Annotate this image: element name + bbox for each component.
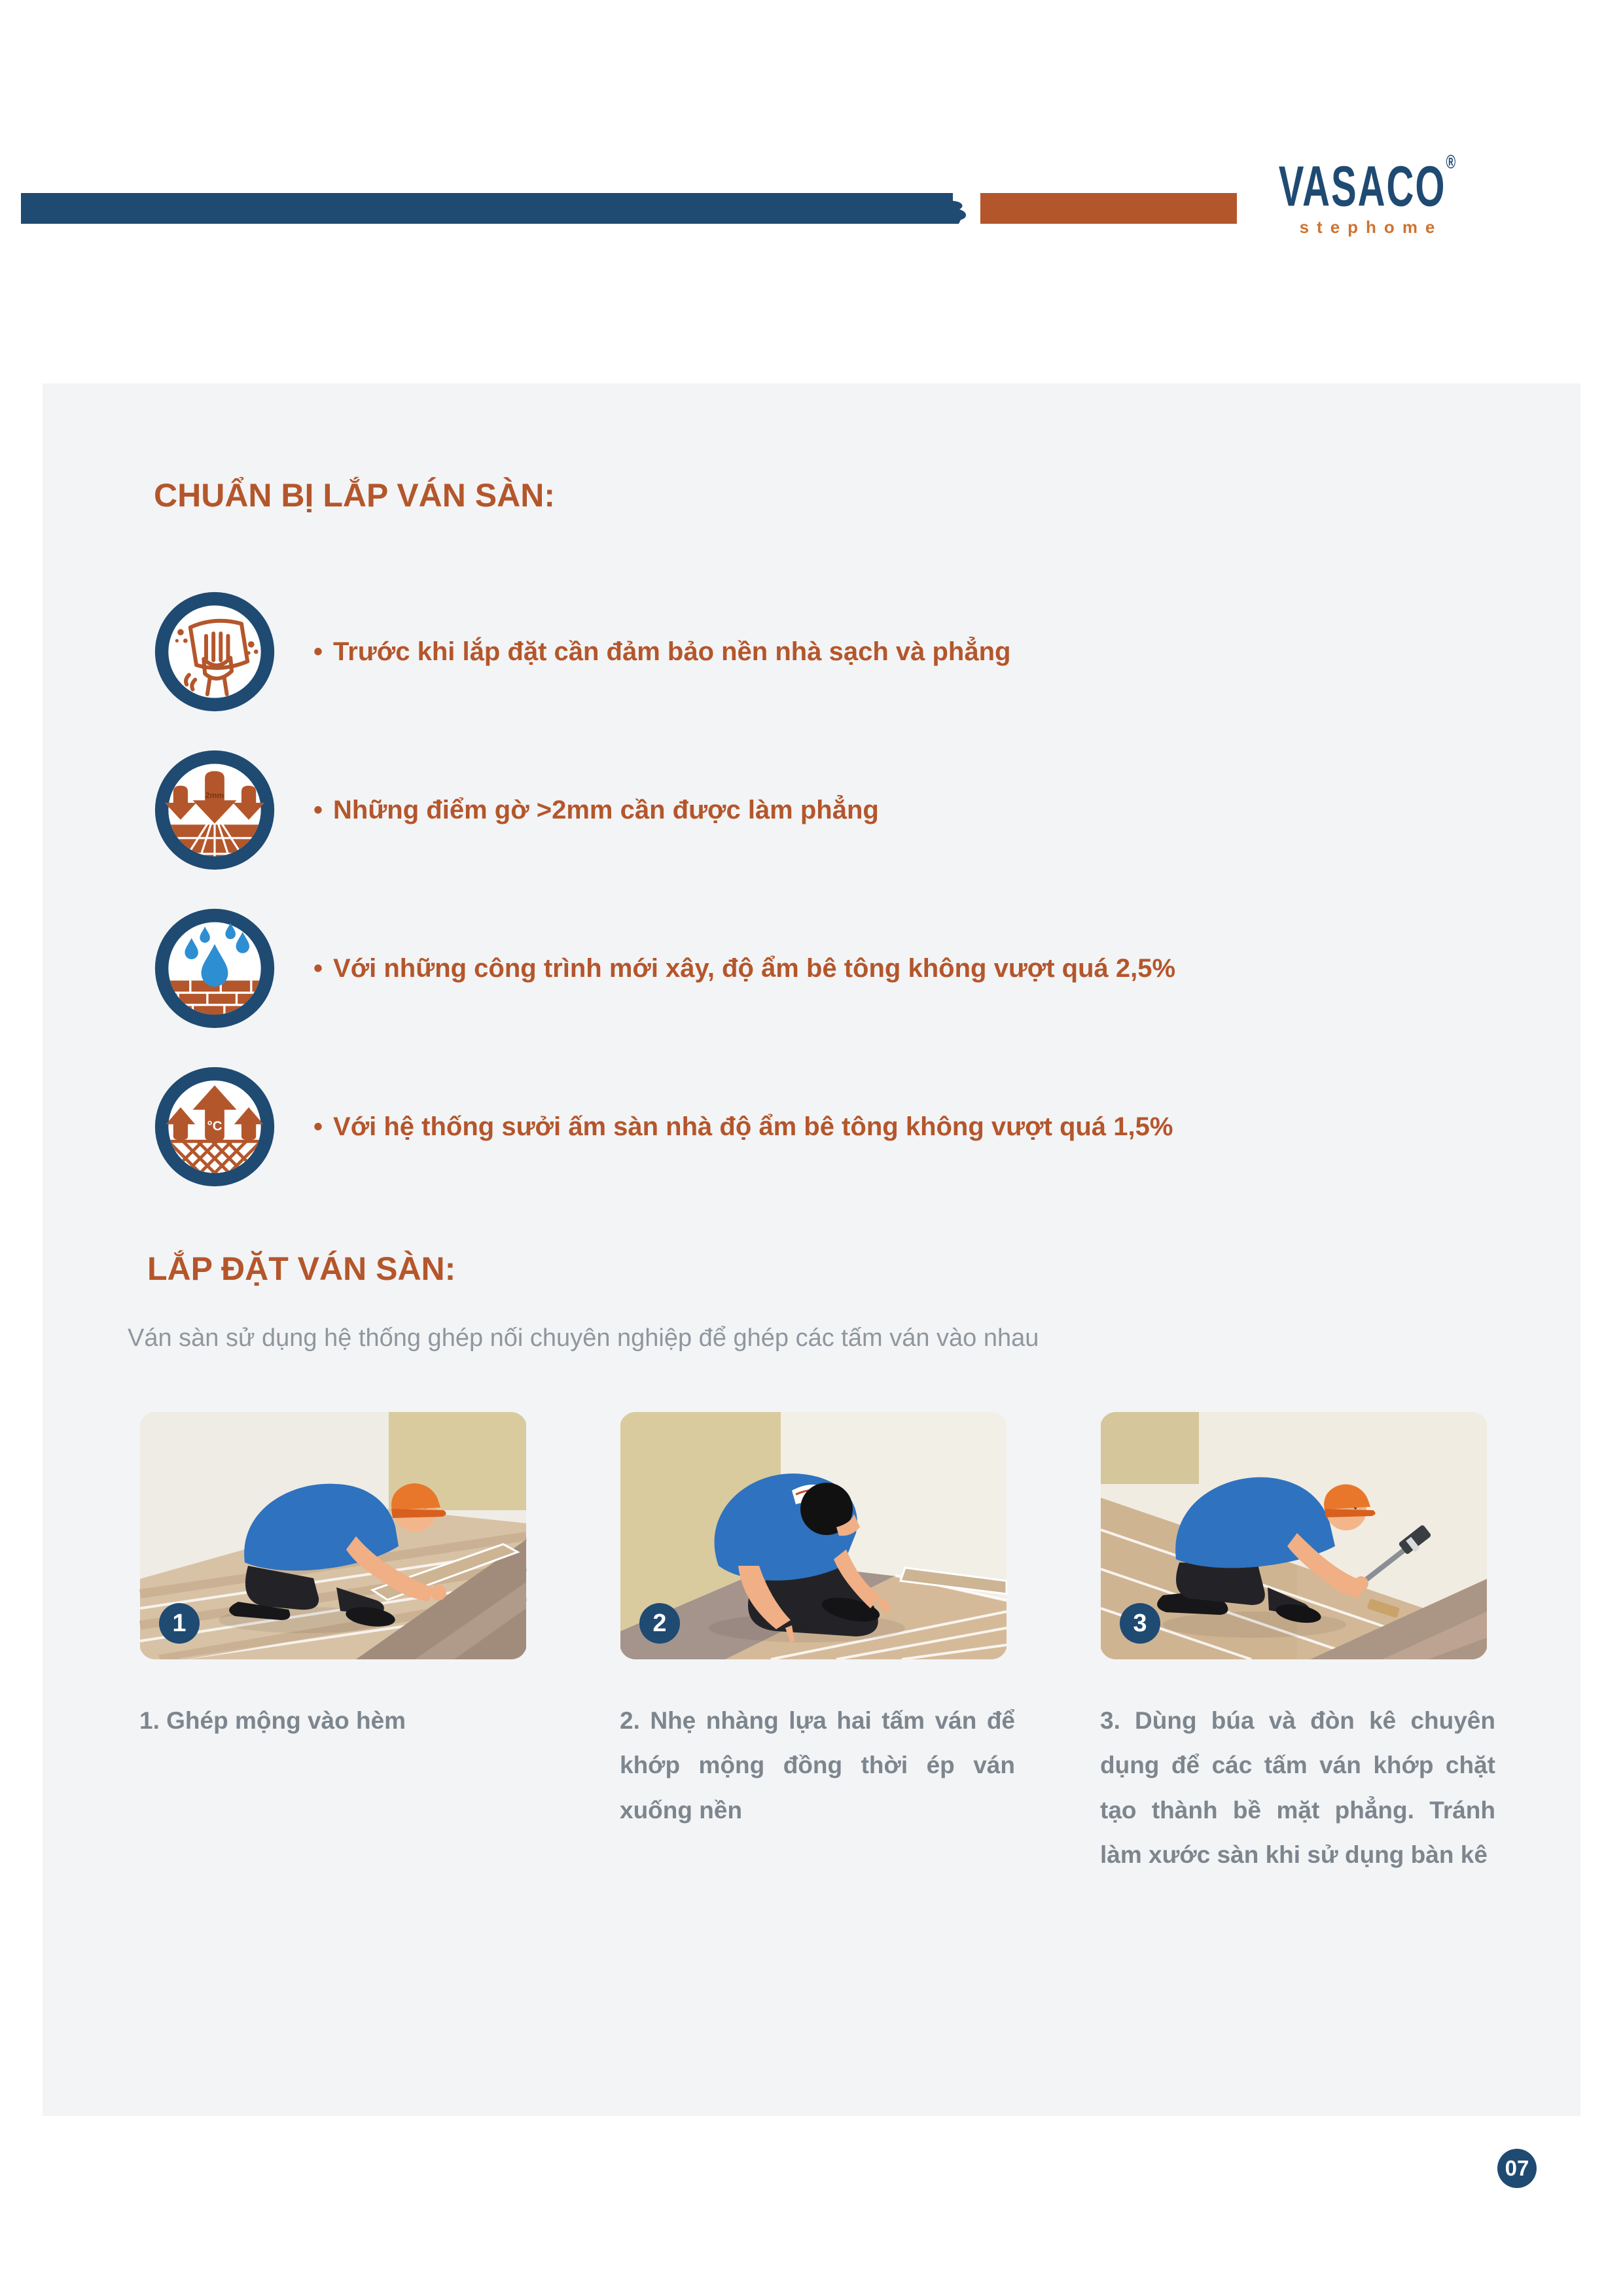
prep-item-text: Với những công trình mới xây, độ ẩm bê tông không vượt quá 2,5% [333, 954, 1176, 983]
prep-item-text-wrap [313, 635, 1010, 669]
cleaning-hand-icon [154, 591, 276, 713]
prep-item-text: Với hệ thống sưởi ấm sàn nhà độ ẩm bê tông không vượt quá 1,5% [333, 1112, 1173, 1141]
bullet-dot: • [313, 1112, 323, 1141]
prep-item-text-wrap [313, 793, 879, 827]
prep-item [154, 591, 1010, 713]
page-number-badge: 07 [1497, 2149, 1537, 2188]
floor-heating-icon [154, 1066, 276, 1188]
prep-item-text: Những điểm gờ >2mm cần được làm phẳng [333, 796, 879, 824]
install-step [1100, 1412, 1495, 1878]
step-1-illustration [139, 1412, 527, 1659]
install-steps [139, 1412, 1495, 1878]
install-section-title: LẮP ĐẶT VÁN SÀN: [147, 1250, 456, 1287]
prep-section-title: CHUẨN BỊ LẮP VÁN SÀN: [154, 477, 555, 514]
step-caption: 3. Dùng búa và đòn kê chuyên dụng để các tấm ván khớp chặt tạo thành bề mặt phẳng. Tránh làm xước sàn khi sử dụng bàn kê [1100, 1707, 1495, 1869]
registered-mark: ® [1446, 152, 1457, 173]
prep-item-text-wrap [313, 951, 1175, 985]
step-number-badge: 1 [159, 1603, 200, 1644]
arrow-label-2mm: 2mm [205, 790, 224, 800]
moisture-droplets-icon [154, 908, 276, 1029]
prep-item [154, 908, 1175, 1029]
brand-name-text: VASACO [1278, 154, 1446, 219]
prep-item [154, 1066, 1173, 1188]
step-number-badge: 2 [639, 1603, 680, 1644]
prep-item-text: Trước khi lắp đặt cần đảm bảo nền nhà sạch và phẳng [333, 637, 1011, 666]
step-2-illustration [620, 1412, 1007, 1659]
header-divider-bar [21, 193, 1238, 224]
content-panel [43, 383, 1580, 2116]
brand-name [1276, 152, 1459, 246]
brand-logo [1276, 152, 1459, 238]
prep-item-text-wrap [313, 1110, 1173, 1144]
bullet-dot: • [313, 796, 323, 824]
install-intro: Ván sàn sử dụng hệ thống ghép nối chuyên nghiệp để ghép các tấm ván vào nhau [128, 1324, 1039, 1352]
step-caption: 1. Ghép mộng vào hèm [139, 1707, 406, 1734]
brand-tagline: stephome [1299, 217, 1443, 237]
bullet-dot: • [313, 954, 323, 983]
press-flat-arrows-icon [154, 749, 276, 871]
prep-item [154, 749, 879, 871]
bullet-dot: • [313, 637, 323, 666]
step-3-illustration [1100, 1412, 1488, 1659]
step-number-badge: 3 [1120, 1603, 1160, 1644]
install-step [620, 1412, 1015, 1878]
step-caption: 2. Nhẹ nhàng lựa hai tấm ván để khớp mộng đồng thời ép ván xuống nền [620, 1707, 1015, 1824]
arrow-label-celsius: °C [207, 1118, 223, 1134]
install-step [139, 1412, 527, 1878]
